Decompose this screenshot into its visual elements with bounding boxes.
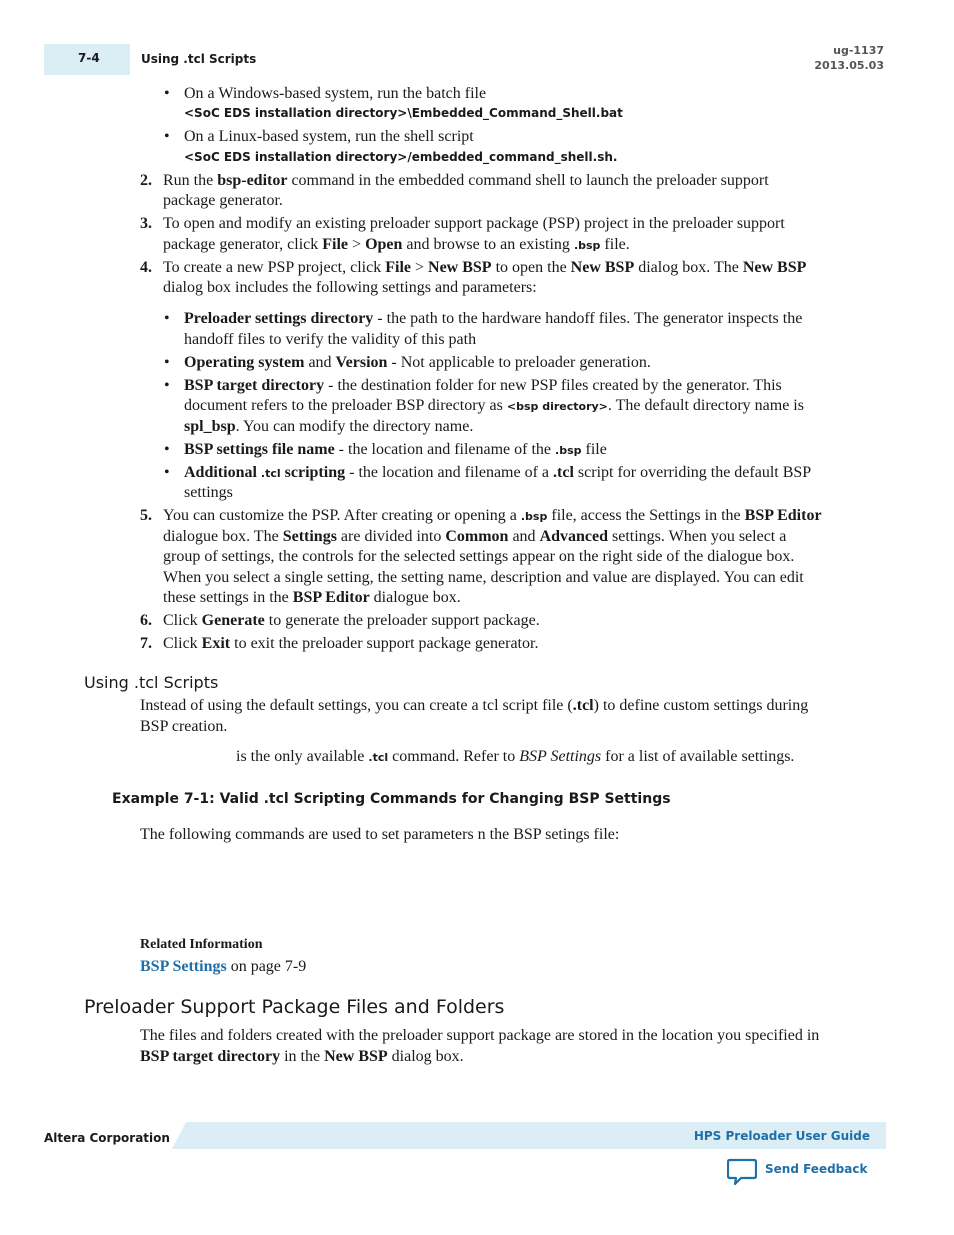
setting-bsp-target: BSP target directory - the destination folder for new PSP files created by the generator. This [184,377,782,394]
bullet-dot: • [164,354,170,371]
bullet-linux: On a Linux-based system, run the shell script [184,128,474,145]
step5-line5: these settings in the BSP Editor dialogue box. [163,589,461,606]
tcl-para2: is the only available .tcl command. Refer to BSP Settings for a list of available settings. [236,748,795,765]
footer-guide-link[interactable]: HPS Preloader User Guide [693,1129,870,1143]
send-feedback-link[interactable]: Send Feedback [765,1162,868,1176]
step4-line1: To create a new PSP project, click File > New BSP to open the New BSP dialog box. The New BSP [163,259,807,276]
bullet-dot: • [164,377,170,394]
bullet-dot: • [164,464,170,481]
step-number: 2. [140,172,152,189]
setting-tcl-scripting: Additional .tcl scripting - the location and filename of a .tcl script for overriding the default BSP [184,464,812,481]
step-number: 5. [140,507,152,524]
bullet-windows: On a Windows-based system, run the batch file [184,85,487,102]
step3-line2: package generator, click File > Open and browse to an existing .bsp file. [163,236,630,253]
step-number: 6. [140,612,152,629]
step7-line: Click Exit to exit the preloader support package generator. [163,635,539,652]
doc-date: 2013.05.03 [814,59,884,72]
setting-bsp-file: BSP settings file name - the location and filename of the .bsp file [184,441,607,458]
bullet-dot: • [164,128,170,145]
step2-line1: Run the bsp-editor command in the embedded command shell to launch the preloader support [163,172,769,189]
step3-line1: To open and modify an existing preloader support package (PSP) project in the preloader support [163,215,785,232]
psp-line1: The files and folders created with the preloader support package are stored in the location you specified in [140,1027,820,1044]
bsp-settings-link[interactable]: BSP Settings [140,958,227,975]
path-linux: <SoC EDS installation directory>/embedded_command_shell.sh. [184,150,618,164]
related-info-label: Related Information [140,937,263,952]
step5-line1: You can customize the PSP. After creating or opening a .bsp file, access the Settings in the BSP Editor [163,507,822,524]
path-windows: <SoC EDS installation directory>\Embedded_Command_Shell.bat [184,106,623,120]
footer-company: Altera Corporation [44,1131,170,1145]
step-number: 7. [140,635,152,652]
setting-preloader-dir: Preloader settings directory - the path to the hardware handoff files. The generator inspects the [184,310,803,327]
page-number: 7-4 [78,51,100,65]
tcl-para1-line1: Instead of using the default settings, you can create a tcl script file (.tcl) to define custom settings during [140,697,809,714]
step6-line: Click Generate to generate the preloader support package. [163,612,540,629]
doc-id: ug-1137 [833,44,884,57]
example-text: The following commands are used to set parameters n the BSP setings file: [140,826,620,843]
example-title: Example 7-1: Valid .tcl Scripting Commands for Changing BSP Settings [112,791,671,807]
doc-info [814,43,884,73]
running-title: Using .tcl Scripts [141,52,257,66]
step5-line3: group of settings, the controls for the selected settings appear on the right side of the dialogue box. [163,548,795,565]
psp-line2: BSP target directory in the New BSP dialog box. [140,1048,464,1065]
step4-line2: dialog box includes the following settings and parameters: [163,279,537,296]
step-number: 4. [140,259,152,276]
bullet-dot: • [164,310,170,327]
section-heading-tcl: Using .tcl Scripts [84,673,219,692]
bullet-dot: • [164,441,170,458]
setting-bsp-target-line2: document refers to the preloader BSP directory as <bsp directory>. The default directory name is [184,397,804,414]
setting-os-version: Operating system and Version - Not applicable to preloader generation. [184,354,651,371]
step-number: 3. [140,215,152,232]
header-tab-slant [98,44,130,75]
setting-preloader-dir-line2: handoff files to verify the validity of this path [184,331,477,348]
bullet-dot: • [164,85,170,102]
tcl-para1-line2: BSP creation. [140,718,228,735]
related-info-entry: BSP Settings on page 7-9 [140,958,307,975]
footer-band-slant [172,1122,186,1149]
setting-tcl-scripting-line2: settings [184,484,233,501]
step5-line2: dialogue box. The Settings are divided into Common and Advanced settings. When you select a [163,528,787,545]
setting-bsp-target-line3: spl_bsp. You can modify the directory name. [184,418,474,435]
step2-line2: package generator. [163,192,283,209]
speech-bubble-icon[interactable] [727,1158,757,1191]
section-heading-psp: Preloader Support Package Files and Folders [84,996,505,1018]
step5-line4: When you select a single setting, the setting name, description and value are displayed. You can edit [163,569,804,586]
